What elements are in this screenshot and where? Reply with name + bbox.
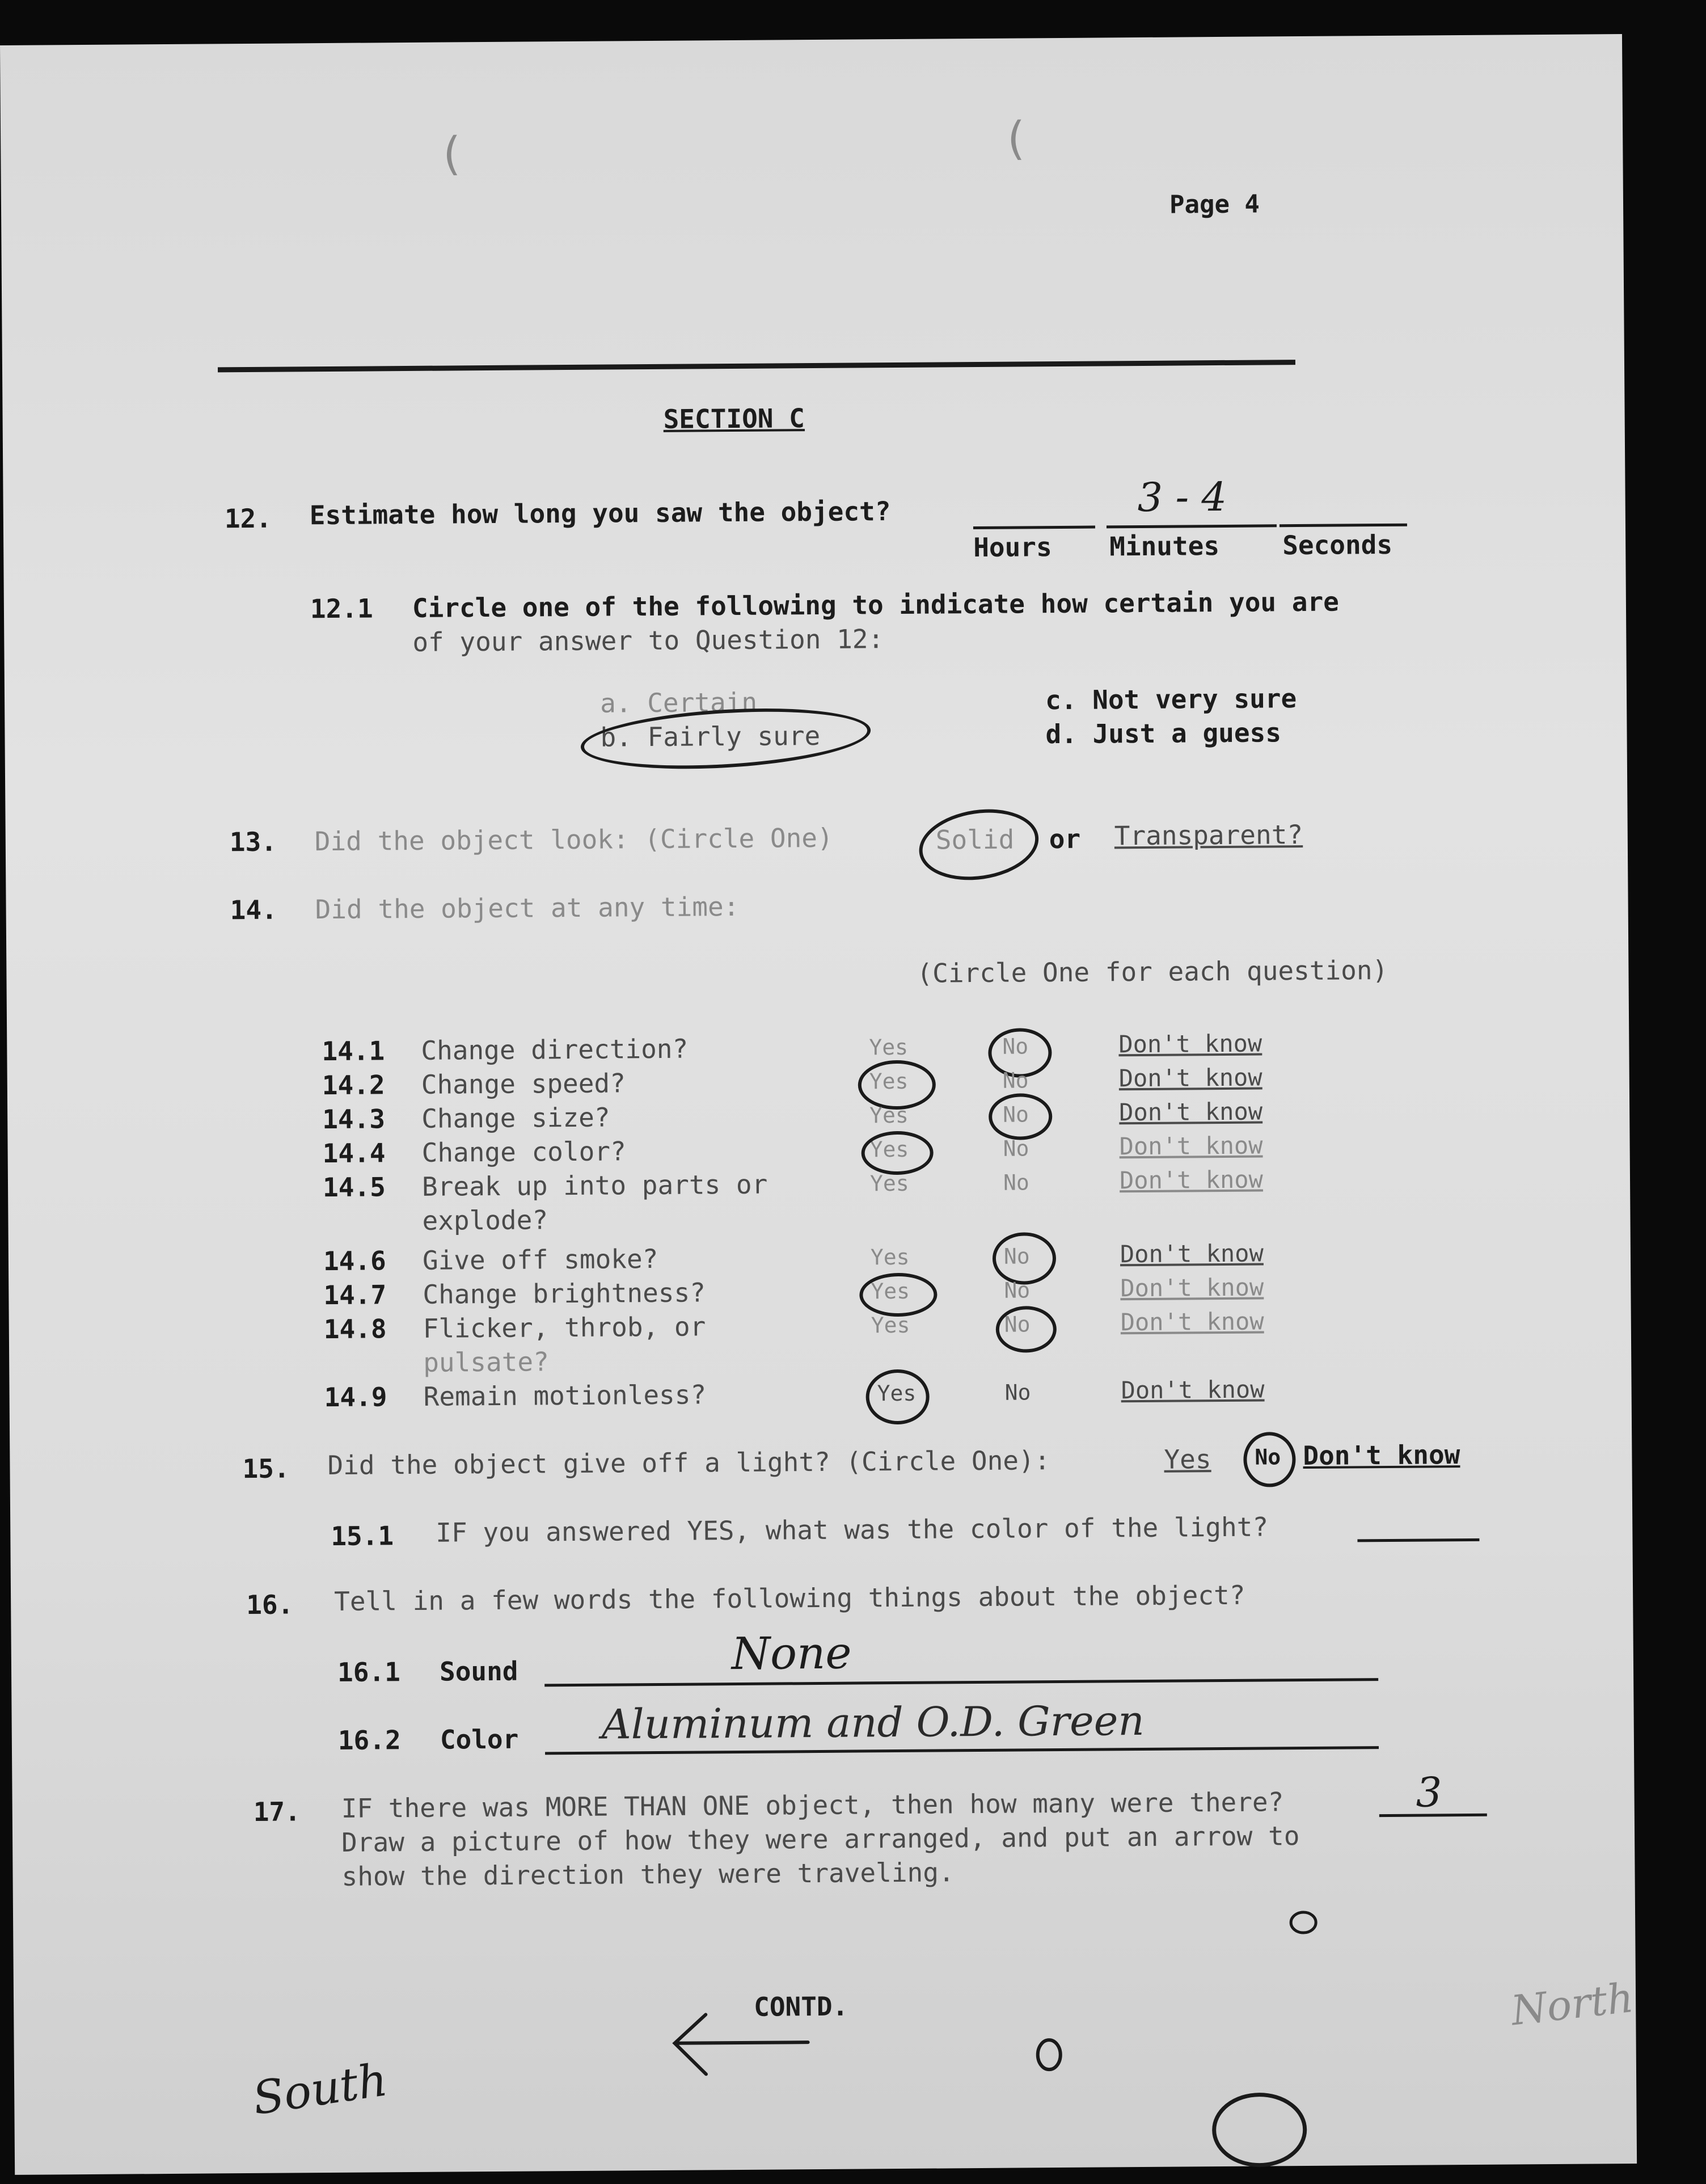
yes-option[interactable]: Yes [870, 1244, 910, 1270]
object-count-answer: 3 [1416, 1768, 1442, 1816]
circled-mark [861, 1131, 934, 1175]
sound-label: Sound [439, 1655, 518, 1687]
page-number: Page 4 [1169, 189, 1260, 220]
minutes-blank[interactable] [1107, 524, 1277, 528]
item-label: Flicker, throb, or [423, 1311, 706, 1344]
no-option[interactable]: No [1003, 1136, 1029, 1161]
q12-1-text-line1: Circle one of the following to indicate how certain you are [412, 586, 1340, 623]
item-number: 14.8 [323, 1313, 387, 1345]
seconds-label: Seconds [1282, 529, 1393, 561]
circled-mark [989, 1093, 1053, 1140]
object-marker-icon [1205, 2084, 1314, 2175]
yes-option[interactable]: Yes [869, 1136, 909, 1162]
circled-mark [993, 1232, 1057, 1285]
dont-know-option[interactable]: Don't know [1119, 1131, 1263, 1161]
hours-label: Hours [973, 532, 1052, 563]
direction-arrow-icon [666, 2002, 814, 2083]
item-label: Change color? [421, 1136, 626, 1168]
item-number: 14.1 [322, 1035, 385, 1067]
yes-option[interactable]: Yes [869, 1170, 909, 1196]
q13-or: or [1049, 823, 1081, 855]
option-just-a-guess[interactable]: d. Just a guess [1045, 717, 1282, 750]
item-label: Remain motionless? [423, 1379, 707, 1412]
yes-option[interactable]: Yes [869, 1034, 909, 1060]
dont-know-option[interactable]: Don't know [1120, 1307, 1264, 1336]
q12-1-number: 12.1 [310, 593, 373, 625]
form-page [0, 34, 1637, 2175]
q12-1-text-line2: of your answer to Question 12: [412, 623, 884, 657]
q15-dont-know[interactable]: Don't know [1303, 1439, 1460, 1472]
item-label: Change size? [421, 1102, 610, 1134]
sound-blank[interactable] [544, 1678, 1378, 1687]
q15-1-text: IF you answered YES, what was the color of the light? [436, 1511, 1269, 1548]
item-number: 14.7 [323, 1279, 387, 1311]
minutes-label: Minutes [1109, 530, 1220, 562]
dont-know-option[interactable]: Don't know [1118, 1029, 1262, 1059]
q17-text-line3: show the direction they were traveling. [341, 1857, 955, 1892]
header-rule [218, 360, 1295, 372]
q14-instruction: (Circle One for each question) [917, 954, 1388, 989]
no-option[interactable]: No [1003, 1243, 1030, 1269]
yes-option[interactable]: Yes [869, 1102, 909, 1128]
yes-option[interactable]: Yes [877, 1380, 917, 1406]
circled-no-mark [1243, 1432, 1296, 1487]
minutes-answer: 3 - 4 [1137, 473, 1227, 521]
q14-text: Did the object at any time: [315, 891, 740, 925]
no-option[interactable]: No [1004, 1312, 1031, 1337]
option-not-very-sure[interactable]: c. Not very sure [1045, 683, 1297, 716]
q13-text: Did the object look: (Circle One) [314, 822, 833, 857]
dont-know-option[interactable]: Don't know [1120, 1239, 1264, 1268]
object-marker-icon [1029, 2032, 1069, 2077]
dont-know-option[interactable]: Don't know [1118, 1063, 1262, 1093]
q16-1-number: 16.1 [337, 1656, 401, 1688]
item-number: 14.5 [322, 1171, 386, 1203]
item-label: Change brightness? [423, 1277, 706, 1310]
option-certain[interactable]: a. Certain [599, 686, 758, 719]
yes-option[interactable]: Yes [869, 1068, 909, 1094]
no-option[interactable]: No [1002, 1034, 1029, 1059]
yes-option[interactable]: Yes [871, 1278, 910, 1304]
item-number: 14.4 [322, 1137, 386, 1169]
item-number: 14.9 [324, 1381, 387, 1413]
color-answer: Aluminum and O.D. Green [601, 1696, 1145, 1748]
dont-know-option[interactable]: Don't know [1121, 1375, 1265, 1405]
q12-text: Estimate how long you saw the object? [309, 496, 891, 531]
item-label: Change speed? [421, 1068, 626, 1100]
item-number: 14.6 [323, 1245, 386, 1277]
hours-blank[interactable] [973, 526, 1095, 530]
q16-number: 16. [246, 1589, 294, 1621]
section-title: SECTION C [663, 403, 805, 435]
no-option[interactable]: No [1003, 1170, 1029, 1195]
no-option[interactable]: No [1003, 1102, 1029, 1127]
no-option[interactable]: No [1004, 1380, 1031, 1405]
object-marker-icon [1283, 1903, 1323, 1942]
q16-2-number: 16.2 [337, 1725, 401, 1756]
item-label: Break up into parts or [421, 1169, 768, 1202]
sound-answer: None [731, 1628, 852, 1680]
no-option[interactable]: No [1002, 1068, 1029, 1093]
color-label: Color [440, 1723, 519, 1755]
dont-know-option[interactable]: Don't know [1120, 1273, 1264, 1302]
seconds-blank[interactable] [1280, 524, 1407, 528]
q15-text: Did the object give off a light? (Circle One): [327, 1445, 1050, 1481]
q17-text-line1: IF there was MORE THAN ONE object, then how many were there? [341, 1786, 1284, 1824]
stray-mark: ( [1001, 112, 1029, 165]
continued-label: CONTD. [753, 1991, 848, 2022]
q15-no[interactable]: No [1255, 1444, 1281, 1470]
q17-text-line2: Draw a picture of how they were arranged, and put an arrow to [341, 1820, 1300, 1858]
circled-solid-mark [914, 802, 1044, 888]
item-label: Give off smoke? [422, 1243, 658, 1276]
q17-number: 17. [253, 1796, 301, 1827]
north-label: North [1509, 1973, 1636, 2035]
circled-mark [859, 1273, 938, 1317]
q12-number: 12. [224, 503, 272, 534]
option-fairly-sure[interactable]: b. Fairly sure [600, 720, 821, 753]
yes-option[interactable]: Yes [871, 1312, 910, 1338]
q13-number: 13. [229, 826, 277, 858]
stray-mark: ( [437, 127, 465, 180]
no-option[interactable]: No [1004, 1277, 1031, 1303]
item-number: 14.2 [322, 1069, 385, 1101]
item-label-continued: explode? [422, 1204, 548, 1236]
light-color-blank[interactable] [1357, 1538, 1479, 1542]
q15-yes[interactable]: Yes [1164, 1444, 1211, 1475]
q13-solid[interactable]: Solid [935, 824, 1015, 855]
q16-text: Tell in a few words the following things about the object? [333, 1579, 1245, 1617]
q13-transparent[interactable]: Transparent? [1114, 819, 1303, 851]
q15-number: 15. [242, 1453, 290, 1485]
q14-number: 14. [230, 894, 277, 926]
dont-know-option[interactable]: Don't know [1119, 1097, 1263, 1127]
q15-1-number: 15.1 [331, 1520, 394, 1551]
dont-know-option[interactable]: Don't know [1119, 1165, 1264, 1195]
item-label-continued: pulsate? [423, 1346, 549, 1378]
circled-mark [996, 1306, 1057, 1353]
item-number: 14.3 [322, 1103, 386, 1135]
circled-mark [865, 1369, 930, 1425]
item-label: Change direction? [421, 1033, 689, 1066]
south-label: South [249, 2053, 391, 2126]
